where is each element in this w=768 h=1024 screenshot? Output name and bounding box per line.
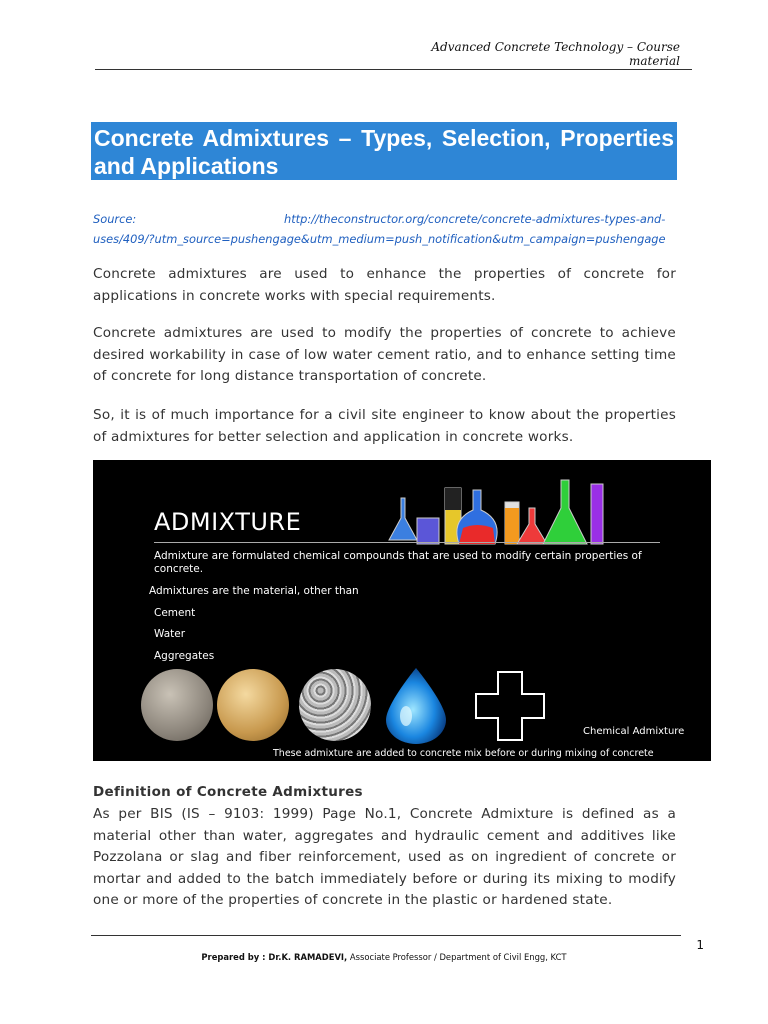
header-rule xyxy=(95,69,692,70)
definition-heading: Definition of Concrete Admixtures xyxy=(93,784,363,800)
footer-credit xyxy=(94,952,674,962)
source-link-line2[interactable]: uses/409/?utm_source=pushengage&utm_medium=push_notification&utm_campaign=pushengage xyxy=(93,232,666,246)
banner-rule xyxy=(154,542,660,543)
admixture-banner-image xyxy=(93,460,711,761)
banner-caption: These admixture are added to concrete mix before or during mixing of concrete xyxy=(273,748,654,759)
banner-item-water: Water xyxy=(154,628,186,640)
plus-icon xyxy=(474,670,546,742)
chemical-admixture-label: Chemical Admixture xyxy=(583,726,685,737)
source-link-line1[interactable]: http://theconstructor.org/concrete/concrete-admixtures-types-and- xyxy=(284,212,666,226)
water-drop-icon xyxy=(378,666,454,744)
footer-prepared-rest: Associate Professor / Department of Civil Engg, KCT xyxy=(349,952,567,962)
banner-item-aggregates: Aggregates xyxy=(154,650,215,662)
page-number: 1 xyxy=(696,938,704,952)
banner-item-cement: Cement xyxy=(154,607,196,619)
cement-image xyxy=(141,669,213,741)
source-label: Source: xyxy=(93,212,137,226)
running-header: Advanced Concrete Technology – Course material xyxy=(431,40,680,68)
banner-description: Admixture are formulated chemical compounds that are used to modify certain properties of concrete. xyxy=(154,550,642,575)
page-title: Concrete Admixtures – Types, Selection, Properties and Applications xyxy=(94,125,674,179)
lab-flasks-icon xyxy=(383,468,623,548)
source-citation xyxy=(93,209,677,249)
paragraph-3: So, it is of much importance for a civil site engineer to know about the properties of admixtures for better selection and application in concrete works. xyxy=(93,407,676,445)
paragraph-1: Concrete admixtures are used to enhance the properties of concrete for applications in concrete works with special requirements. xyxy=(93,266,676,304)
gravel-image xyxy=(299,669,371,741)
footer-rule xyxy=(91,935,681,936)
footer-prepared-label: Prepared by : Dr.K. RAMADEVI, xyxy=(201,952,348,962)
paragraph-2: Concrete admixtures are used to modify the properties of concrete to achieve desired workability in case of low water cement ratio, and to enhance setting time of concrete for long distance transportation of concrete. xyxy=(93,325,676,384)
definition-text: As per BIS (IS – 9103: 1999) Page No.1, Concrete Admixture is defined as a material other than water, aggregates and hydraulic cement and additives like Pozzolana or slag and fiber reinforcement, used as on ingredient of concrete or mortar and added to the batch immediately before or during its mixing to modify one or more of the properties of concrete in the plastic or hardened state. xyxy=(93,806,676,908)
sand-image xyxy=(217,669,289,741)
banner-subheading: Admixtures are the material, other than xyxy=(149,585,359,597)
banner-title: ADMIXTURE xyxy=(154,508,302,536)
